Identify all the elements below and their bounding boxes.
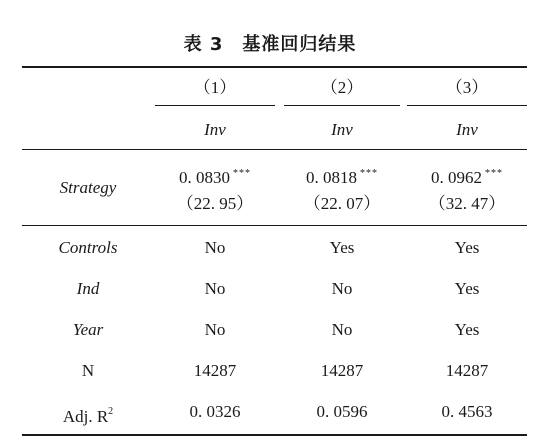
row-label-ind: Ind: [76, 279, 100, 298]
column-header-1: （1）: [193, 78, 237, 97]
dependent-variable-1: Inv: [204, 120, 226, 139]
ind-value-2: No: [331, 279, 353, 298]
row-label-strategy: Strategy: [59, 178, 117, 197]
row-label-year: Year: [72, 320, 104, 339]
strategy-tstat-2: （22. 07）: [303, 194, 381, 213]
year-value-3: Yes: [454, 320, 480, 339]
row-label-n: N: [81, 361, 95, 380]
adj-r2-value-1: 0. 0326: [189, 402, 241, 421]
ind-value-3: Yes: [454, 279, 480, 298]
strategy-coef-3: 0. 0962 ***: [431, 168, 503, 187]
strategy-coef-1: 0. 0830 ***: [179, 168, 251, 187]
table-title: 表 3 基准回归结果: [183, 34, 357, 55]
column-header-2: （2）: [320, 78, 364, 97]
year-value-2: No: [331, 320, 353, 339]
strategy-tstat-1: （22. 95）: [176, 194, 254, 213]
bottom-rule: [22, 434, 527, 436]
year-value-1: No: [204, 320, 226, 339]
header-subrule-3: [407, 105, 527, 106]
controls-value-2: Yes: [329, 238, 355, 257]
header-subrule-1: [155, 105, 275, 106]
controls-value-1: No: [204, 238, 226, 257]
row-label-controls: Controls: [58, 238, 118, 257]
top-rule: [22, 66, 527, 68]
header-subrule-2: [284, 105, 400, 106]
n-value-3: 14287: [445, 361, 489, 380]
strategy-tstat-3: （32. 47）: [428, 194, 506, 213]
column-header-3: （3）: [445, 78, 489, 97]
header-rule: [22, 149, 527, 150]
strategy-coef-2: 0. 0818 ***: [306, 168, 378, 187]
controls-value-3: Yes: [454, 238, 480, 257]
ind-value-1: No: [204, 279, 226, 298]
adj-r2-value-2: 0. 0596: [316, 402, 368, 421]
dependent-variable-2: Inv: [331, 120, 353, 139]
n-value-2: 14287: [320, 361, 364, 380]
strategy-rule: [22, 225, 527, 226]
adj-r2-value-3: 0. 4563: [441, 402, 493, 421]
dependent-variable-3: Inv: [456, 120, 478, 139]
n-value-1: 14287: [193, 361, 237, 380]
row-label-adj-r2: Adj. $R^2$: [62, 406, 114, 426]
